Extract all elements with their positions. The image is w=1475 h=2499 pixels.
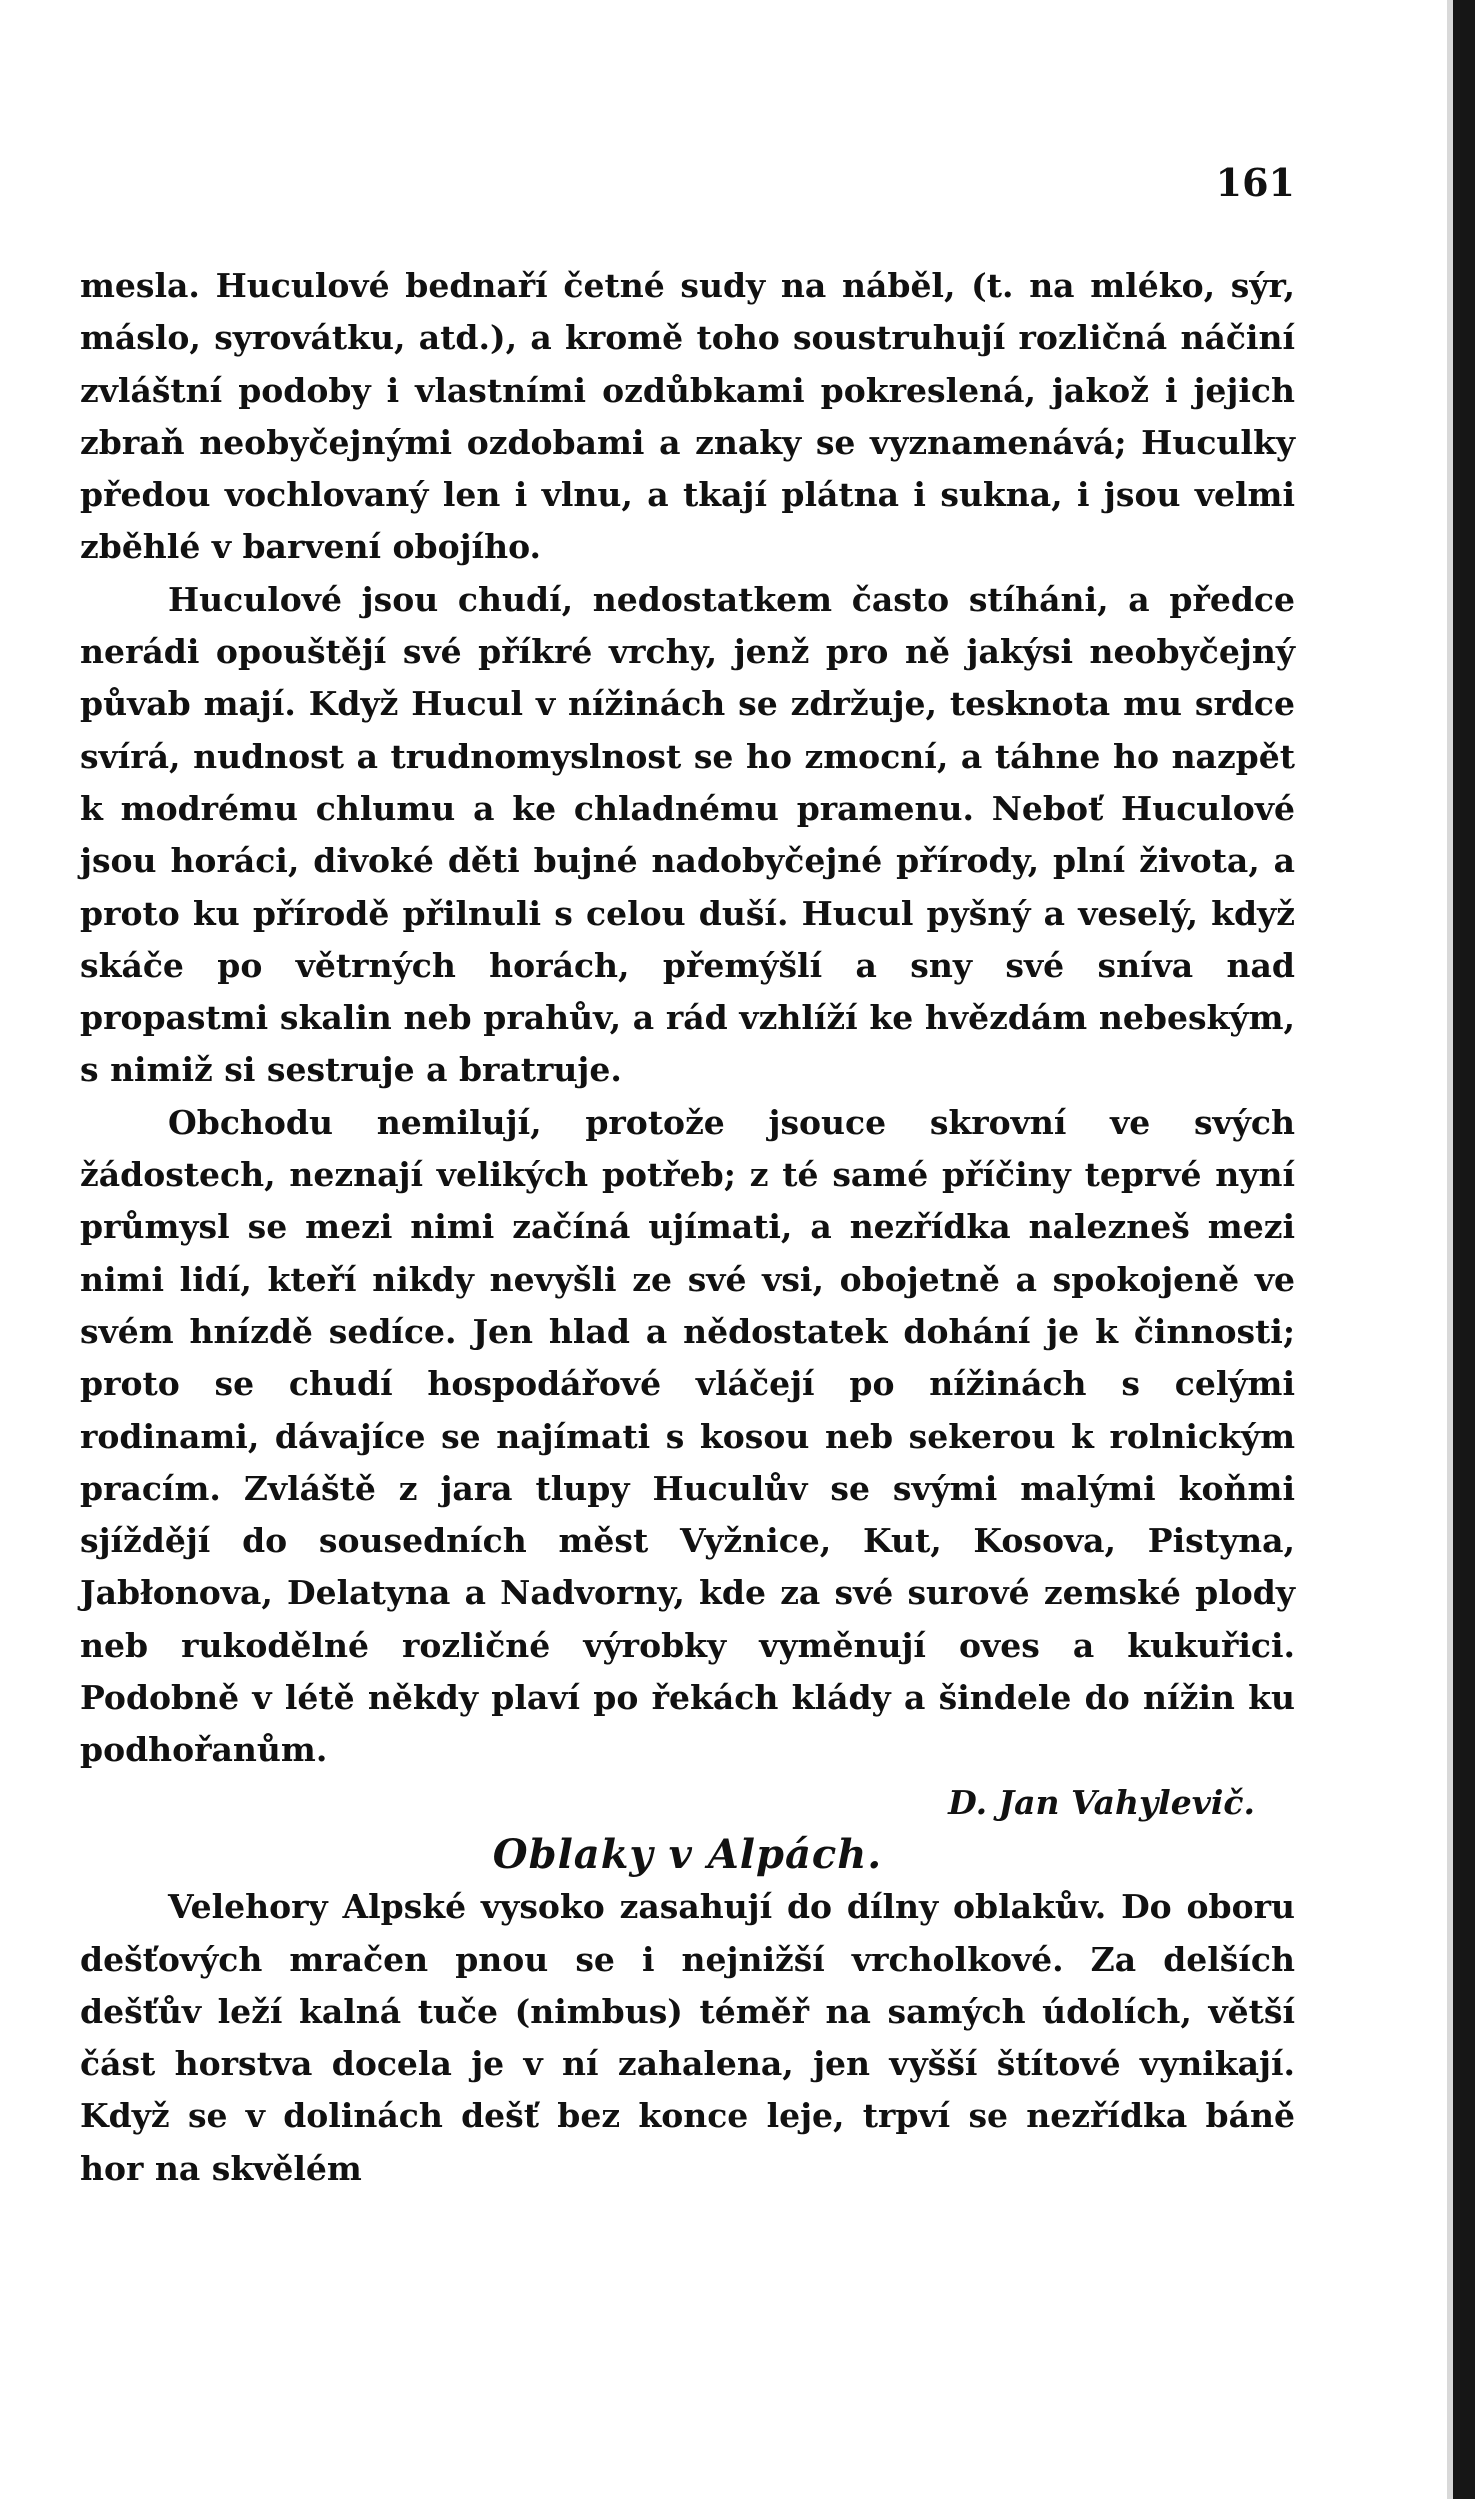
paragraph: Huculové jsou chudí, nedostatkem často stíháni, a předce nerádi opouštějí své příkré vrchy, jenž pro ně jakýsi neobyčejný půvab mají. Když Hucul v nížinách se zdržuje, tesknota mu srdce svírá, nudnost a trudnomyslnost se ho zmocní, a táhne ho nazpět k modrému chlumu a ke chladnému pramenu. Neboť Huculové jsou horáci, divoké děti bujné nadobyčejné přírody, plní života, a proto ku přírodě přilnuli s celou duší. Hucul pyšný a veselý, když skáče po větrných horách, přemýšlí a sny své sníva nad propastmi skalin neb prahův, a rád vzhlíží ke hvězdám nebeským, s nimiž si sestruje a bratruje. — [80, 579, 1295, 1090]
paragraph: Obchodu nemilují, protože jsouce skrovní ve svých žádostech, neznají velikých potřeb; z té samé příčiny teprvé nyní průmysl se mezi nimi začíná ujímati, a nezřídka nalezneš mezi nimi lidí, kteří nikdy nevyšli ze své vsi, obojetně a spokojeně ve svém hnízdě sedíce. Jen hlad a nědostatek dohání je k činnosti; proto se chudí hospodářové vláčejí po nížinách s celými rodinami, dávajíce se najímati s kosou neb sekerou k rolnickým pracím. Zvláště z jara tlupy Huculův se svými malými koňmi sjíždějí do sousedních měst Vyžnice, Kut, Kosova, Pistyna, Jabłonova, Delatyna a Nadvorny, kde za své surové zemské plody neb rukodělné rozličné výrobky vyměnují oves a kukuřici. Podobně v létě někdy plaví po řekách klády a šindele do nížin ku podhořanům. — [80, 1102, 1295, 1770]
page-body — [80, 260, 1295, 2195]
page-number: 161 — [1215, 160, 1295, 205]
author-signature: D. Jan Vahylevič. — [948, 1782, 1255, 1822]
section-paragraph: Velehory Alpské vysoko zasahují do dílny oblakův. Do oboru dešťových mračen pnou se i nejnižší vrcholkové. Za delších dešťův leží kalná tuče (nimbus) téměř na samých údolích, větší část horstva docela je v ní zahalena, jen vyšší štítové vynikají. Když se v dolinách dešť bez konce leje, trpví se nezřídka báně hor na skvělém — [80, 1887, 1295, 2188]
paragraph-continued: mesla. Huculové bednaří četné sudy na náběl, (t. na mléko, sýr, máslo, syrovátku, atd.), a kromě toho soustruhují rozličná náčiní zvláštní podoby i vlastními ozdůbkami pokreslená, jakož i jejich zbraň neobyčejnými ozdobami a znaky se vyznamenává; Huculky předou vochlovaný len i vlnu, a tkají plátna i sukna, i jsou velmi zběhlé v barvení obojího. — [80, 266, 1295, 567]
section-title: Oblaky v Alpách. — [492, 1830, 883, 1878]
page-edge — [1453, 0, 1475, 2499]
